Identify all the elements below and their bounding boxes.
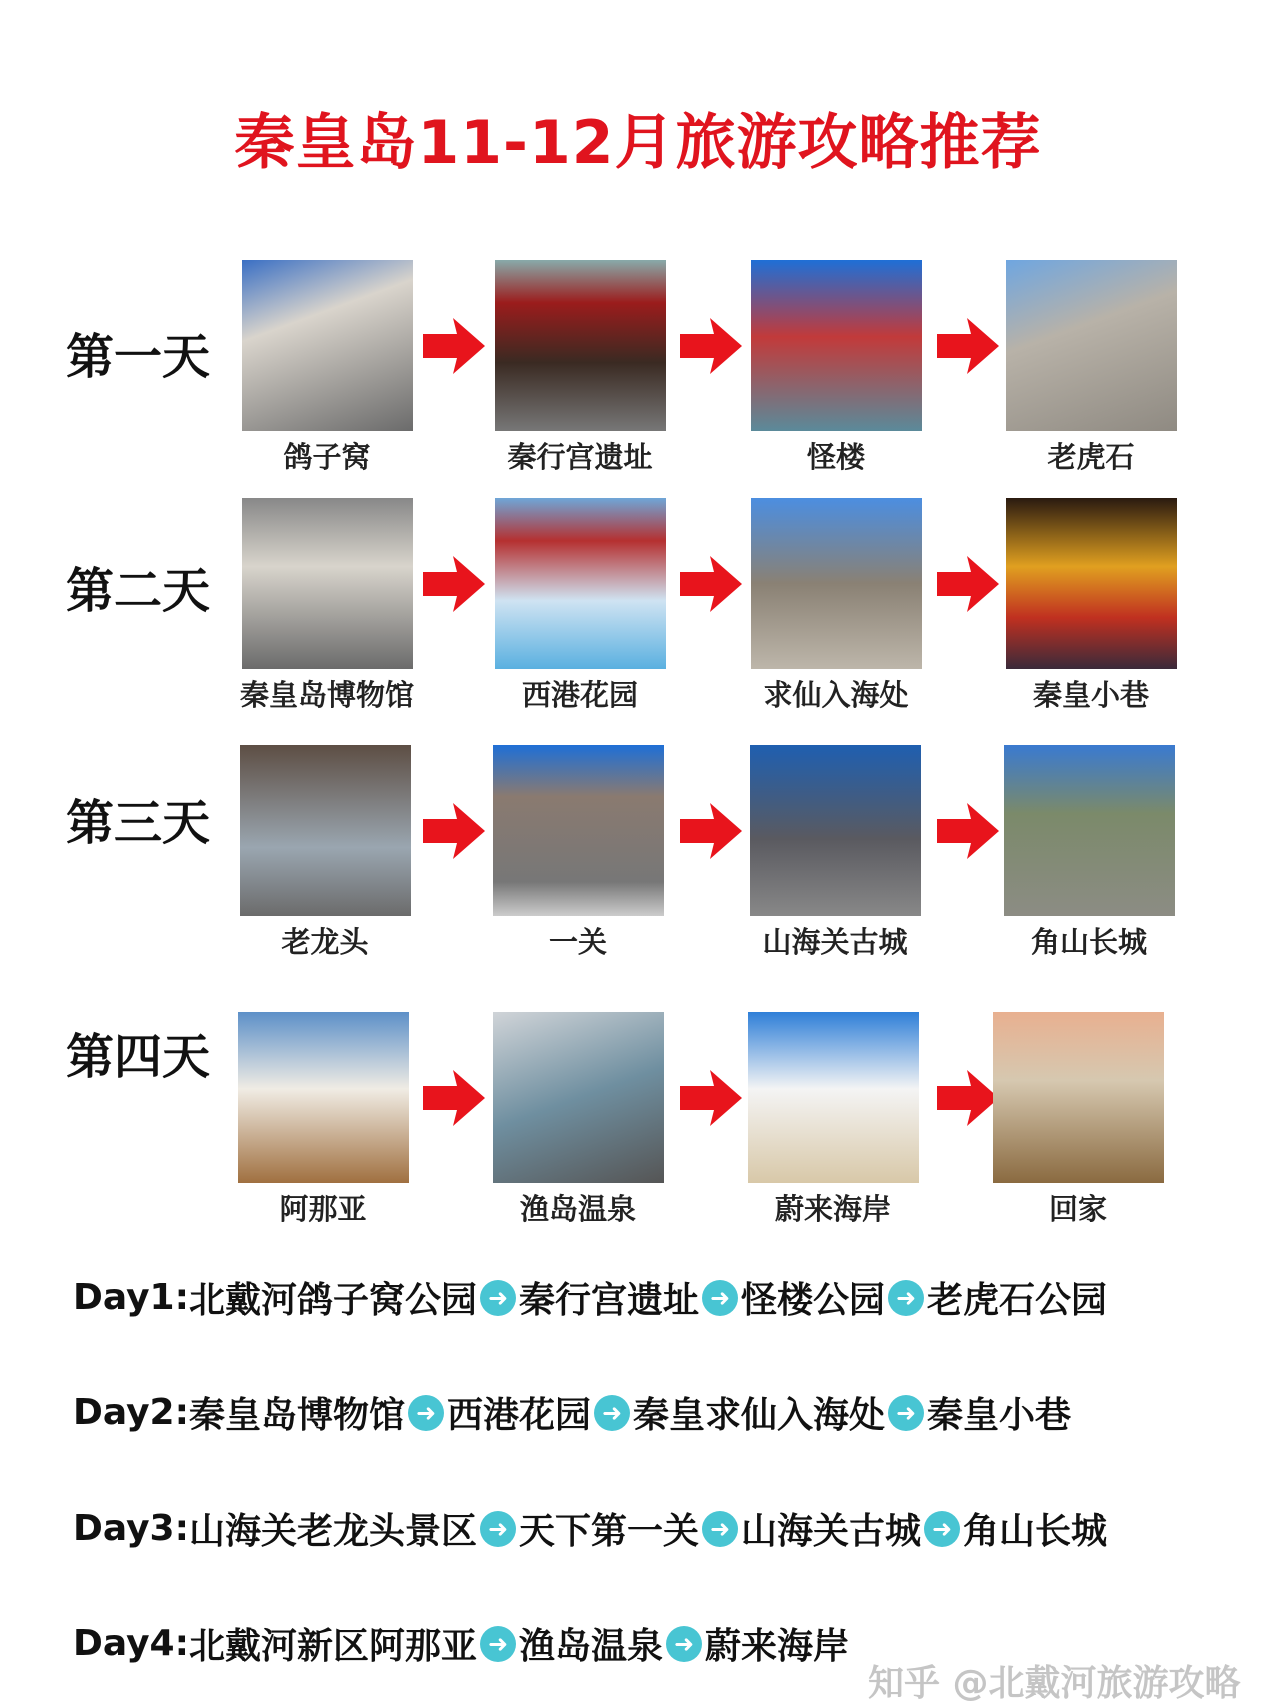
arrow-circle-icon: ➜ bbox=[408, 1395, 444, 1431]
route-day: Day4: bbox=[73, 1623, 189, 1664]
arrow-right-icon bbox=[680, 556, 742, 612]
arrow-circle-icon: ➜ bbox=[666, 1626, 702, 1662]
arrow-right-icon bbox=[680, 1070, 742, 1126]
route-stop: 秦行宫遗址 bbox=[519, 1280, 700, 1321]
day-label: 第四天 bbox=[66, 1029, 211, 1085]
route-stop: 北戴河新区阿那亚 bbox=[188, 1626, 477, 1667]
spot-caption: 老龙头 bbox=[281, 925, 369, 959]
spot-photo bbox=[1004, 745, 1175, 916]
route-stop: 角山长城 bbox=[963, 1511, 1108, 1552]
route-day: Day3: bbox=[73, 1508, 189, 1549]
spot-photo bbox=[242, 260, 413, 431]
spot-caption: 秦皇小巷 bbox=[1032, 678, 1149, 712]
route-line bbox=[73, 1618, 849, 1669]
route-stop: 山海关老龙头景区 bbox=[188, 1511, 477, 1552]
day-label: 第二天 bbox=[66, 563, 211, 619]
arrow-right-icon bbox=[680, 318, 742, 374]
route-stop: 秦皇岛博物馆 bbox=[188, 1395, 405, 1436]
spot-photo bbox=[493, 1012, 664, 1183]
spot-caption: 山海关古城 bbox=[762, 925, 908, 959]
arrow-right-icon bbox=[423, 318, 485, 374]
spot-photo bbox=[493, 745, 664, 916]
spot-caption: 一关 bbox=[548, 925, 607, 959]
spot-photo bbox=[240, 745, 411, 916]
arrow-circle-icon: ➜ bbox=[480, 1511, 516, 1547]
day-label: 第三天 bbox=[66, 795, 211, 851]
arrow-circle-icon: ➜ bbox=[480, 1626, 516, 1662]
route-stop: 山海关古城 bbox=[741, 1511, 922, 1552]
spot-caption: 怪楼 bbox=[806, 440, 865, 474]
spot-photo bbox=[495, 498, 666, 669]
route-line bbox=[73, 1503, 1107, 1554]
arrow-right-icon bbox=[423, 556, 485, 612]
arrow-right-icon bbox=[423, 1070, 485, 1126]
route-line bbox=[73, 1272, 1107, 1323]
route-day: Day1: bbox=[73, 1277, 189, 1318]
arrow-circle-icon: ➜ bbox=[888, 1280, 924, 1316]
arrow-right-icon bbox=[937, 1070, 999, 1126]
route-stop: 西港花园 bbox=[447, 1395, 592, 1436]
spot-photo bbox=[238, 1012, 409, 1183]
route-stop: 秦皇小巷 bbox=[927, 1395, 1072, 1436]
spot-caption: 秦皇岛博物馆 bbox=[239, 678, 414, 712]
spot-caption: 求仙入海处 bbox=[763, 678, 909, 712]
arrow-right-icon bbox=[937, 556, 999, 612]
arrow-circle-icon: ➜ bbox=[480, 1280, 516, 1316]
route-stop: 蔚来海岸 bbox=[705, 1626, 850, 1667]
spot-photo bbox=[242, 498, 413, 669]
spot-caption: 回家 bbox=[1048, 1192, 1107, 1226]
route-stop: 渔岛温泉 bbox=[519, 1626, 664, 1667]
spot-photo bbox=[750, 745, 921, 916]
spot-caption: 蔚来海岸 bbox=[774, 1192, 891, 1226]
arrow-circle-icon: ➜ bbox=[888, 1395, 924, 1431]
route-stop: 老虎石公园 bbox=[927, 1280, 1108, 1321]
route-stop: 秦皇求仙入海处 bbox=[633, 1395, 886, 1436]
route-stop: 北戴河鸽子窝公园 bbox=[188, 1280, 477, 1321]
spot-photo bbox=[495, 260, 666, 431]
spot-photo bbox=[993, 1012, 1164, 1183]
arrow-right-icon bbox=[680, 803, 742, 859]
route-line bbox=[73, 1387, 1071, 1438]
day-label: 第一天 bbox=[66, 329, 211, 385]
spot-caption: 鸽子窝 bbox=[283, 440, 371, 474]
page-title: 秦皇岛11-12月旅游攻略推荐 bbox=[234, 108, 1042, 178]
arrow-circle-icon: ➜ bbox=[702, 1511, 738, 1547]
spot-caption: 渔岛温泉 bbox=[519, 1192, 636, 1226]
spot-photo bbox=[1006, 260, 1177, 431]
route-day: Day2: bbox=[73, 1392, 189, 1433]
spot-caption: 阿那亚 bbox=[279, 1192, 367, 1226]
arrow-circle-icon: ➜ bbox=[702, 1280, 738, 1316]
spot-caption: 西港花园 bbox=[521, 678, 638, 712]
spot-photo bbox=[751, 498, 922, 669]
spot-photo bbox=[748, 1012, 919, 1183]
arrow-circle-icon: ➜ bbox=[594, 1395, 630, 1431]
spot-caption: 角山长城 bbox=[1030, 925, 1147, 959]
spot-caption: 秦行宫遗址 bbox=[507, 440, 653, 474]
spot-caption: 老虎石 bbox=[1047, 440, 1135, 474]
route-stop: 怪楼公园 bbox=[741, 1280, 886, 1321]
spot-photo bbox=[1006, 498, 1177, 669]
route-stop: 天下第一关 bbox=[519, 1511, 700, 1552]
watermark: 知乎 @北戴河旅游攻略 bbox=[868, 1663, 1241, 1701]
arrow-circle-icon: ➜ bbox=[924, 1511, 960, 1547]
spot-photo bbox=[751, 260, 922, 431]
arrow-right-icon bbox=[937, 318, 999, 374]
arrow-right-icon bbox=[423, 803, 485, 859]
arrow-right-icon bbox=[937, 803, 999, 859]
